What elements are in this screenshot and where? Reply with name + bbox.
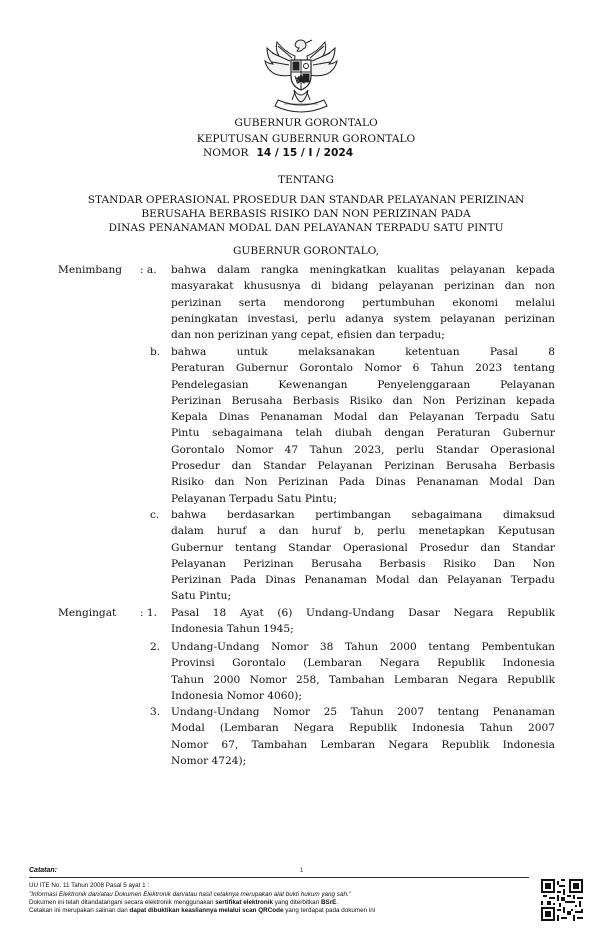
text-line: peningkatan investasi, perlu adanya system pelayanan perizinan: [171, 312, 555, 325]
text-span: Cetakan ini merupakan salinan dan: [29, 907, 130, 914]
text-line: Provinsi Gorontalo (Lembaran Negara Republik Indonesia: [171, 657, 555, 670]
text-line: Nomor 4724);: [171, 754, 247, 767]
text-span: yang diterbitkan: [272, 899, 321, 906]
text-line: Gorontalo Nomor 47 Tahun 2023, perlu Standar Operasional: [171, 443, 555, 456]
menimbang-label: Menimbang: [58, 264, 123, 276]
text-line: perizinan serta mendorong pertumbuhan ekonomi melalui: [171, 296, 555, 309]
qr-code-icon: [541, 879, 583, 921]
mengingat-mark-3: 3.: [150, 706, 161, 718]
text-line: Undang-Undang Nomor 38 Tahun 2000 tentang Pembentukan: [171, 641, 555, 653]
text-line: Pendelegasian Kewenangan Penyelenggaraan Pelayanan: [171, 378, 555, 391]
menimbang-item-c: [171, 507, 555, 605]
text-line: dan non perizinan yang cepat, efisien dan terpadu;: [171, 329, 445, 342]
mengingat-mark-1: : 1.: [140, 607, 158, 619]
text-line: Perizinan Berusaha Berbasis Risiko dan Non Perizinan kepada: [171, 394, 555, 407]
text-line: Undang-Undang Nomor 25 Tahun 2007 tentang Penanaman: [171, 706, 555, 718]
text-line: Pelayanan Terpadu Satu Pintu;: [171, 492, 337, 505]
garuda-emblem-icon: [262, 34, 340, 114]
text-line: Gubernur tentang Standar Operasional Prosedur dan Standar: [171, 541, 555, 554]
text-span: .: [336, 899, 339, 906]
text-line: masyarakat khususnya di bidang pelayanan perizinan dan non: [171, 280, 555, 293]
text-line: Perizinan Pada Dinas Penanaman Modal dan Pelayanan Terpadu: [171, 574, 555, 587]
text-span-bold: BSrE: [320, 899, 337, 906]
footer-qrcode-note: [29, 906, 375, 915]
nomor-value: 14 / 15 / I / 2024: [256, 147, 354, 159]
tentang-heading: TENTANG: [278, 174, 334, 186]
subject-line-3: DINAS PENANAMAN MODAL DAN PELAYANAN TERPADU SATU PINTU: [108, 222, 504, 234]
decree-title: KEPUTUSAN GUBERNUR GORONTALO: [196, 133, 416, 145]
closing-title: GUBERNUR GORONTALO,: [232, 245, 380, 257]
text-line: Indonesia Tahun 1945;: [171, 623, 294, 636]
mengingat-item-3: [171, 704, 555, 769]
text-line: Nomor 67, Tambahan Lembaran Negara Republik Indonesia: [171, 738, 555, 751]
text-span: Dokumen ini telah ditandatangani secara elektronik menggunakan: [29, 899, 216, 906]
text-line: Modal (Lembaran Negara Republik Indonesia Tahun 2007: [171, 722, 555, 735]
text-line: Indonesia Nomor 4060);: [171, 689, 302, 702]
menimbang-item-a: [171, 262, 555, 343]
page-number: 1: [300, 868, 304, 874]
mengingat-item-2: [171, 639, 555, 704]
text-line: Kepala Dinas Penanaman Modal dan Pelayanan Terpadu Satu: [171, 411, 555, 424]
text-line: bahwa dalam rangka meningkatkan kualitas pelayanan kepada: [171, 264, 555, 276]
menimbang-mark-c: c.: [150, 509, 160, 521]
text-line: dalam huruf a dan huruf b, perlu menetapkan Keputusan: [171, 525, 555, 538]
nomor-label: NOMOR: [203, 147, 249, 159]
text-line: Tahun 2000 Nomor 258, Tambahan Lembaran Negara Republik: [171, 673, 555, 686]
mengingat-mark-2: 2.: [150, 641, 161, 653]
text-line: Satu Pintu;: [171, 590, 232, 603]
text-line: Prosedur dan Standar Pelayanan Perizinan Berusaha Berbasis: [171, 460, 555, 473]
footer-divider: [29, 877, 529, 878]
subject-line-1: STANDAR OPERASIONAL PROSEDUR DAN STANDAR PELAYANAN PERIZINAN: [87, 194, 525, 206]
text-line: Pasal 18 Ayat (6) Undang-Undang Dasar Negara Republik: [171, 607, 555, 619]
mengingat-label: Mengingat: [58, 607, 117, 619]
text-span-bold: dapat dibuktikan keasliannya melalui scan QRCode: [129, 907, 284, 914]
menimbang-item-b: [171, 344, 555, 507]
menimbang-mark-b: b.: [150, 346, 161, 358]
footer-notice: [29, 866, 585, 914]
footer-law-reference: UU ITE No. 11 Tahun 2008 Pasal 5 ayat 1 :: [29, 882, 150, 889]
text-line: Peraturan Gubernur Gorontalo Nomor 6 Tahun 2023 tentang: [171, 362, 555, 375]
text-line: Pintu sebagaimana telah diubah dengan Peraturan Gubernur: [171, 427, 555, 440]
subject-line-2: BERUSAHA BERBASIS RISIKO DAN NON PERIZINAN PADA: [141, 208, 471, 220]
text-line: Pelayanan Perizinan Berusaha Berbasis Risiko Dan Non: [171, 557, 555, 570]
menimbang-mark-a: : a.: [140, 264, 157, 276]
mengingat-item-1: [171, 605, 555, 638]
catatan-label: Catatan:: [29, 867, 58, 874]
text-span: yang terdapat pada dokumen ini: [283, 907, 376, 914]
text-line: bahwa untuk melaksanakan ketentuan Pasal 8: [171, 346, 555, 358]
decree-number: [203, 146, 353, 160]
text-span-bold: sertifikat elektronik: [215, 899, 273, 906]
text-line: Risiko dan Non Perizinan Pada Dinas Penanaman Modal Dan: [171, 476, 555, 489]
issuer-title: GUBERNUR GORONTALO: [234, 117, 378, 129]
footer-law-quote: "Informasi Elektronik dan/atau Dokumen Elektronik dan/atau hasil cetaknya merupakan alat bukti hukum yang sah.": [29, 891, 351, 898]
text-line: bahwa berdasarkan pertimbangan sebagaimana dimaksud: [171, 509, 555, 521]
